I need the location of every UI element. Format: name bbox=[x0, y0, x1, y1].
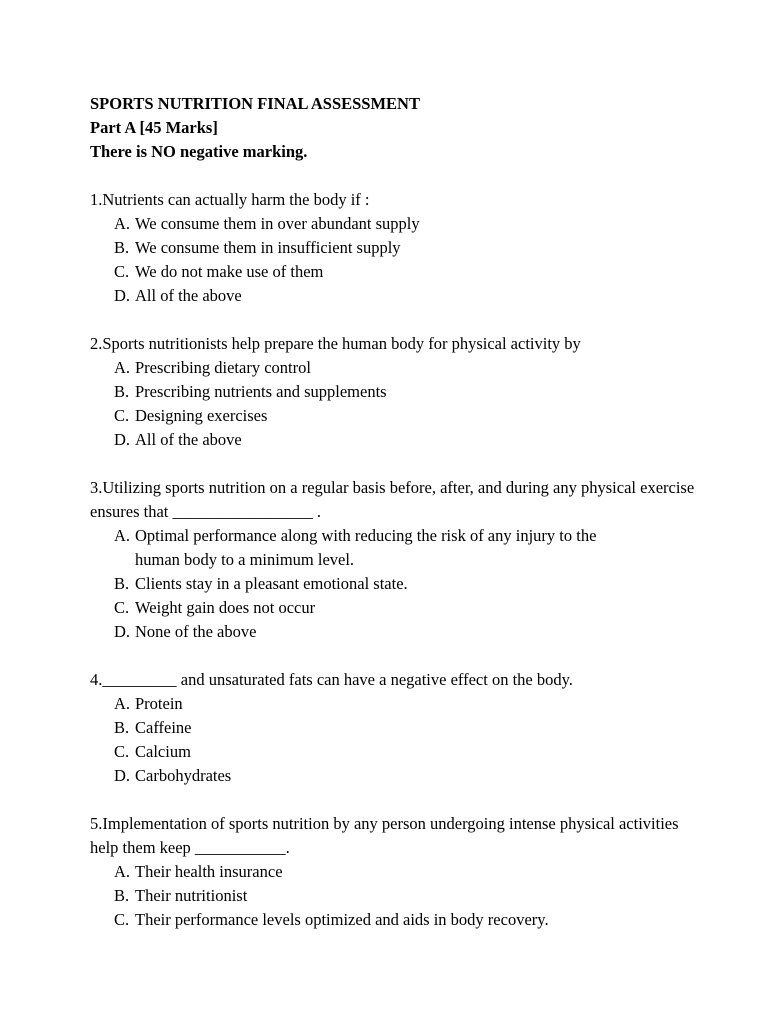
option-letter: A. bbox=[114, 214, 131, 233]
option-letter: A. bbox=[114, 862, 131, 881]
option-list bbox=[90, 692, 708, 788]
option-text: Weight gain does not occur bbox=[135, 598, 316, 617]
question-list bbox=[90, 188, 708, 932]
answer-option bbox=[90, 212, 708, 236]
answer-option bbox=[90, 356, 708, 380]
option-letter: A. bbox=[114, 526, 131, 545]
option-letter: A. bbox=[114, 694, 131, 713]
option-text: We consume them in insufficient supply bbox=[135, 238, 401, 257]
option-text: Their performance levels optimized and aids in body recovery. bbox=[135, 910, 549, 929]
answer-option bbox=[90, 260, 708, 284]
option-list bbox=[90, 356, 708, 452]
answer-option bbox=[90, 404, 708, 428]
answer-option bbox=[90, 692, 708, 716]
option-text: We consume them in over abundant supply bbox=[135, 214, 420, 233]
part-heading: Part A [45 Marks] bbox=[90, 118, 218, 137]
question-2 bbox=[90, 332, 708, 452]
option-text: All of the above bbox=[135, 286, 242, 305]
question-5 bbox=[90, 812, 708, 932]
option-letter: B. bbox=[114, 574, 130, 593]
answer-option bbox=[90, 380, 708, 404]
option-letter: C. bbox=[114, 742, 130, 761]
document-title: SPORTS NUTRITION FINAL ASSESSMENT bbox=[90, 94, 420, 113]
answer-option bbox=[90, 716, 708, 740]
answer-option bbox=[90, 428, 708, 452]
answer-option bbox=[90, 596, 708, 620]
option-list bbox=[90, 524, 708, 644]
answer-option bbox=[90, 860, 708, 884]
answer-option bbox=[90, 908, 708, 932]
answer-option bbox=[90, 884, 708, 908]
option-letter: B. bbox=[114, 886, 130, 905]
option-list bbox=[90, 860, 708, 932]
answer-option bbox=[90, 284, 708, 308]
option-letter: C. bbox=[114, 598, 130, 617]
answer-option bbox=[90, 620, 708, 644]
question-1 bbox=[90, 188, 708, 308]
option-text: Designing exercises bbox=[135, 406, 268, 425]
option-letter: B. bbox=[114, 238, 130, 257]
option-text: Their nutritionist bbox=[135, 886, 248, 905]
option-text: Protein bbox=[135, 694, 183, 713]
option-text: Their health insurance bbox=[135, 862, 283, 881]
option-letter: C. bbox=[114, 910, 130, 929]
option-text: Caffeine bbox=[135, 718, 192, 737]
option-text: Carbohydrates bbox=[135, 766, 232, 785]
option-text: Clients stay in a pleasant emotional state. bbox=[135, 574, 408, 593]
option-letter: B. bbox=[114, 382, 130, 401]
marking-note: There is NO negative marking. bbox=[90, 142, 308, 161]
question-stem: 1.Nutrients can actually harm the body if : bbox=[90, 190, 370, 209]
answer-option bbox=[90, 764, 708, 788]
option-text: We do not make use of them bbox=[135, 262, 324, 281]
option-letter: D. bbox=[114, 622, 131, 641]
question-stem: 3.Utilizing sports nutrition on a regular basis before, after, and during any physical exercise ensures that _________________ . bbox=[90, 478, 695, 521]
answer-option bbox=[90, 236, 708, 260]
option-letter: D. bbox=[114, 766, 131, 785]
answer-option bbox=[90, 572, 708, 596]
answer-option bbox=[90, 524, 708, 572]
option-letter: C. bbox=[114, 406, 130, 425]
option-letter: D. bbox=[114, 430, 131, 449]
option-text: Prescribing nutrients and supplements bbox=[135, 382, 387, 401]
option-letter: A. bbox=[114, 358, 131, 377]
question-stem: 5.Implementation of sports nutrition by any person undergoing intense physical activities help them keep ___________. bbox=[90, 814, 679, 857]
option-letter: B. bbox=[114, 718, 130, 737]
question-3 bbox=[90, 476, 708, 644]
option-text: Prescribing dietary control bbox=[135, 358, 311, 377]
option-list bbox=[90, 212, 708, 308]
option-text: Optimal performance along with reducing the risk of any injury to the human body to a minimum level. bbox=[135, 526, 597, 569]
option-text: All of the above bbox=[135, 430, 242, 449]
option-letter: D. bbox=[114, 286, 131, 305]
question-stem: 4._________ and unsaturated fats can have a negative effect on the body. bbox=[90, 670, 573, 689]
question-stem: 2.Sports nutritionists help prepare the human body for physical activity by bbox=[90, 334, 581, 353]
answer-option bbox=[90, 740, 708, 764]
option-text: None of the above bbox=[135, 622, 257, 641]
option-text: Calcium bbox=[135, 742, 191, 761]
option-letter: C. bbox=[114, 262, 130, 281]
question-4 bbox=[90, 668, 708, 788]
